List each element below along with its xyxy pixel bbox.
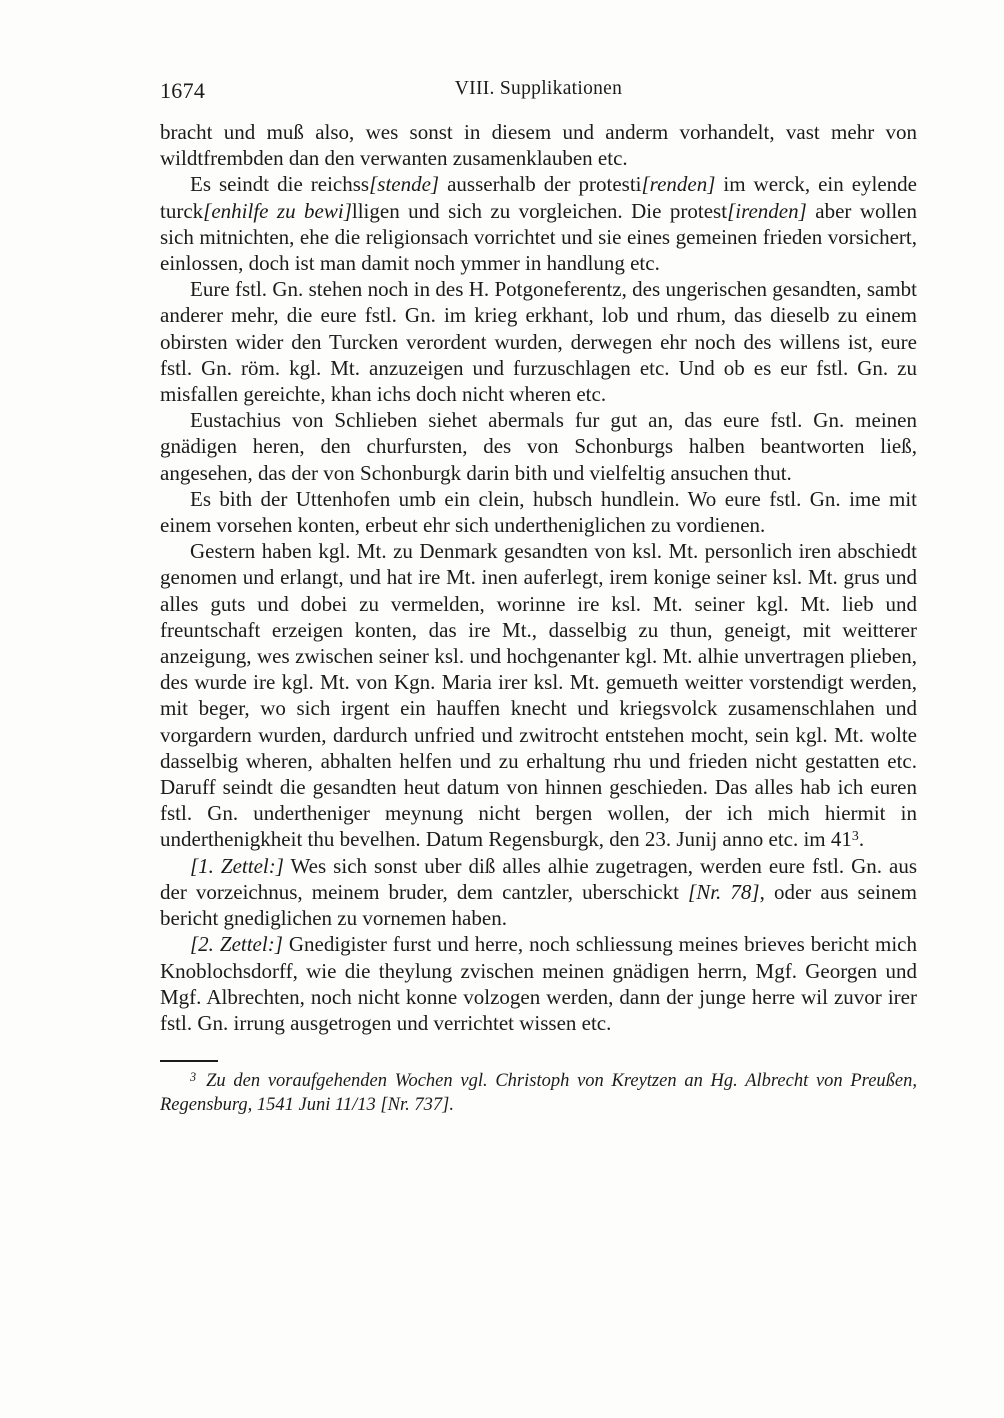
paragraph-zettel-1: [1. Zettel:] Wes sich sonst uber diß alles alhie zugetragen, werden eure fstl. Gn. aus der vorzeichnus, meinem bruder, dem cantzler, uberschickt [Nr. 78], oder aus seinem bericht gnediglichen zu vornemen haben.	[160, 853, 918, 931]
page-header	[160, 78, 917, 105]
footnote-rule	[160, 1060, 218, 1062]
paragraph: Eustachius von Schlieben siehet abermals fur gut an, das eure fstl. Gn. meinen gnädigen heren, den churfursten, des von Schonburgs halben beantworten ließ, angesehen, das der von Schonburgk darin bith und vielfeltig ansuchen thut.	[160, 408, 917, 485]
paragraph: Es seindt die reichss[stende] ausserhalb der protesti[renden] im werck, ein eylende turck[enhilfe zu bewi]lligen und sich zu vorgleichen. Die protest[irenden] aber wollen sich mitnichten, ehe die religionsach vorrichtet und sie eines gemeinen frieden vorsichert, einlossen, doch ist man damit noch ymmer in handlung etc.	[160, 172, 917, 276]
main-text-block	[160, 119, 917, 1036]
paragraph-continuation: bracht und muß also, wes sonst in diesem und anderm vorhandelt, vast mehr von wildtfrembden dan den verwanten zusamenklauben etc.	[160, 120, 917, 171]
page-number: 1674	[160, 78, 206, 103]
footnote	[160, 1069, 917, 1117]
footnote-area	[160, 1060, 917, 1117]
paragraph: Gestern haben kgl. Mt. zu Denmark gesandten von ksl. Mt. personlich iren abschiedt genomen und erlangt, und hat ire Mt. inen auferlegt, irem konige seiner ksl. Mt. grus und alles guts und dobei zu vermelden, worinne ire ksl. Mt. seiner kgl. Mt. lieb und freuntschaft erzeigen konten, das ire Mt., dasselbig zu thun, geneigt, mit weitterer anzeigung, wes zwischen seiner ksl. und hochgenanter kgl. Mt. alhie unvertragen plieben, des wurde ire kgl. Mt. von Kgn. Maria irer ksl. Mt. gemueth weitter vorstendigt werden, mit beger, wo sich irgent ein hauffen knecht und kriegsvolck zusamenschlahen und vorgardern wurden, dardurch unfried und zwitrocht entstehen mocht, sein kgl. Mt. wolte dasselbig wheren, abhalten helfen und zu erhaltung rhu und frieden nicht gestatten etc. Daruff seindt die gesandten heut datum von hinnen geschieden. Das alles hab ich euren fstl. Gn. undertheniger meynung nicht bergen wollen, der ich mich hiermit in underthenigkheit thu bevelhen. Datum Regensburgk, den 23. Junij anno etc. im $41^3$.	[160, 539, 917, 852]
paragraph: Es bith der Uttenhofen umb ein clein, hubsch hundlein. Wo eure fstl. Gn. ime mit einem vorsehen konten, erbeut ehr sich undertheniglichen zu vordienen.	[160, 486, 917, 538]
running-head: VIII. Supplikationen	[454, 78, 623, 99]
paragraph: Eure fstl. Gn. stehen noch in des H. Potgoneferentz, des ungerischen gesandten, sambt anderer mehr, die eure fstl. Gn. im krieg erkhant, lob und rhum, das dieselb zu einem obirsten wider den Turcken verordent wurden, derwegen ehr noch des willens ist, eure fstl. Gn. röm. kgl. Mt. anzuzeigen und furzuschlagen etc. Und ob es eur fstl. Gn. zu misfallen gereichte, khan ichs doch nicht wheren etc.	[160, 277, 917, 407]
paragraph-zettel-2: [2. Zettel:] Gnedigister furst und herre, noch schliessung meines brieves bericht mich Knoblochsdorff, wie die theylung zvischen meinen gnädigen herrn, Mgf. Georgen und Mgf. Albrechten, noch nicht konne volzogen werden, dann der junge herre wil zuvor irer fstl. Gn. irrung ausgetrogen und verrichtet wissen etc.	[160, 932, 917, 1035]
footnote-text: Zu den voraufgehenden Wochen vgl. Christoph von Kreytzen an Hg. Albrecht von Preußen, Regensburg, 1541 Juni 11/13 [Nr. 737].	[160, 1071, 917, 1116]
footnote-marker: 3	[190, 1069, 197, 1084]
